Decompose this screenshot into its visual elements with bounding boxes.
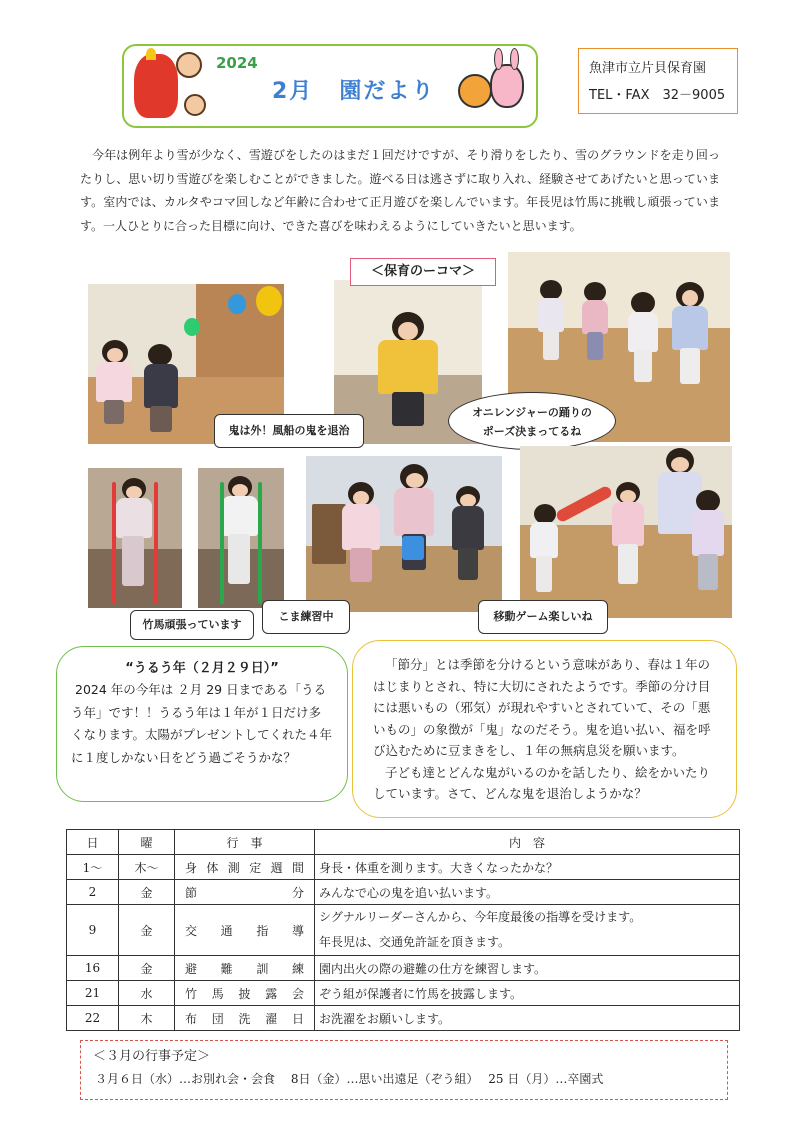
- caption-orange-ranger: オニレンジャーの踊りの ポーズ決まってるね: [448, 392, 616, 450]
- stilt-icon: [220, 482, 224, 604]
- photo-idou-game: [520, 446, 732, 618]
- row-day: 16: [67, 956, 119, 981]
- caption-oni-balloon: 鬼は外！風船の鬼を退治: [214, 414, 364, 448]
- setsubun-box: [352, 640, 737, 818]
- header-event: 行 事: [175, 830, 315, 855]
- row-event: 交通指導: [175, 905, 315, 956]
- leap-year-body: 2024 年の今年は ２月 29 日まである「うるう年」です！！うるう年は１年が１日だけ多くなります。太陽がプレゼントしてくれた４年に１度しかない日をどう過ごそうかな？: [71, 682, 333, 765]
- bear-illustration: [458, 74, 492, 108]
- photo-koma: [306, 456, 502, 612]
- stilt-icon: [258, 482, 262, 604]
- leap-year-box: [56, 646, 348, 802]
- row-day: 22: [67, 1006, 119, 1031]
- row-day: 2: [67, 880, 119, 905]
- school-info-box: [578, 48, 738, 114]
- row-details: 園内出火の際の避難の仕方を練習します。: [315, 956, 740, 981]
- row-event: 竹馬披露会: [175, 981, 315, 1006]
- row-event: 身体測定週間: [175, 855, 315, 880]
- table-row: [67, 956, 740, 981]
- balloon-icon: [184, 318, 200, 336]
- rabbit-illustration: [490, 64, 524, 108]
- stilt-icon: [154, 482, 158, 604]
- bookshelf-illustration: [312, 504, 346, 564]
- rabbit-ear-icon: [494, 48, 503, 70]
- photo-section-heading: ＜保育のーコマ＞: [350, 258, 496, 286]
- header-day: 日: [67, 830, 119, 855]
- oni-craft-icon: [402, 536, 424, 560]
- balloon-icon: [256, 286, 282, 316]
- title-month: 2月: [272, 79, 314, 104]
- row-details: お洗濯をお願いします。: [315, 1006, 740, 1031]
- row-weekday: 金: [119, 880, 175, 905]
- oni-illustration: [134, 54, 178, 118]
- header-banner: [122, 44, 538, 128]
- row-details-line: 年長児は、交通免許証を頂きます。: [319, 935, 511, 949]
- next-month-text: ３月６日（水）…お別れ会・会食 8日（金）…思い出遠足（ぞう組） 25 日（月）…卒園式: [95, 1072, 604, 1086]
- table-row: [67, 855, 740, 880]
- row-weekday: 木～: [119, 855, 175, 880]
- school-name: 魚津市立片貝保育園: [589, 61, 707, 76]
- table-row: [67, 981, 740, 1006]
- table-row: [67, 1006, 740, 1031]
- intro-paragraph: 今年は例年より雪が少なく、雪遊びをしたのはまだ１回だけですが、そり滑りをしたり、雪のグラウンドを走り回ったりし、思い切り雪遊びを楽しむことができました。遊べる日は逃さずに取り入れ、経験させてあげたいと思っています。室内では、カルタやコマ回しなど年齢に合わせて正月遊びを楽しんでいます。年長児は竹馬に挑戦し頑張っています。一人ひとりに合った目標に向け、できた喜びを味わえるようにしていきたいと思います。: [80, 148, 720, 233]
- oni-horn-icon: [146, 48, 156, 60]
- row-day: 9: [67, 905, 119, 956]
- row-details: 身長・体重を測ります。大きくなったかな？: [315, 855, 740, 880]
- leap-year-heading: “うるう年（２月２９日）”: [125, 661, 279, 676]
- school-tel-fax: TEL・FAX 32－9005: [589, 88, 726, 103]
- title-main: 園だより: [339, 79, 436, 104]
- header-details: 内 容: [315, 830, 740, 855]
- photo-takeuma-1: [88, 468, 182, 608]
- row-day: 1～: [67, 855, 119, 880]
- child-illustration: [184, 94, 206, 116]
- caption-takeuma: 竹馬頑張っています: [130, 610, 254, 640]
- caption-idou-game: 移動ゲーム楽しいね: [478, 600, 608, 634]
- newsletter-title: [272, 74, 435, 105]
- table-row: [67, 905, 740, 956]
- row-event: 節分: [175, 880, 315, 905]
- row-weekday: 金: [119, 905, 175, 956]
- schedule-table: [66, 829, 740, 1031]
- setsubun-paragraph-2: 子ども達とどんな鬼がいるのかを話したり、絵をかいたりしています。さて、どんな鬼を退治しようかな？: [373, 764, 711, 801]
- header-weekday: 曜: [119, 830, 175, 855]
- table-row: [67, 880, 740, 905]
- row-details: みんなで心の鬼を追い払います。: [315, 880, 740, 905]
- photo-takeuma-2: [198, 468, 284, 608]
- header-year: 2024: [216, 54, 258, 72]
- balloon-icon: [228, 294, 246, 314]
- rabbit-ear-icon: [510, 48, 519, 70]
- row-event: 避難訓練: [175, 956, 315, 981]
- row-details: [315, 905, 740, 956]
- caption-koma: こま練習中: [262, 600, 350, 634]
- child-illustration: [176, 52, 202, 78]
- row-weekday: 木: [119, 1006, 175, 1031]
- next-month-box: [80, 1040, 728, 1100]
- row-details-line: シグナルリーダーさんから、今年度最後の指導を受けます。: [319, 910, 642, 924]
- setsubun-paragraph-1: 「節分」とは季節を分けるという意味があり、春は１年のはじまりとされ、特に大切にされたようです。季節の分け目には悪いもの（邪気）が現れやすいとされていて、その「悪いもの」の象徴が「鬼」なのだそう。鬼を追い払い、福を呼び込むために豆まきをし、１年の無病息災を願います。: [373, 657, 711, 758]
- row-weekday: 金: [119, 956, 175, 981]
- next-month-heading: ＜３月の行事予定＞: [93, 1049, 211, 1064]
- row-details: ぞう組が保護者に竹馬を披露します。: [315, 981, 740, 1006]
- row-day: 21: [67, 981, 119, 1006]
- row-weekday: 水: [119, 981, 175, 1006]
- stilt-icon: [112, 482, 116, 604]
- row-event: 布団洗濯日: [175, 1006, 315, 1031]
- table-header-row: [67, 830, 740, 855]
